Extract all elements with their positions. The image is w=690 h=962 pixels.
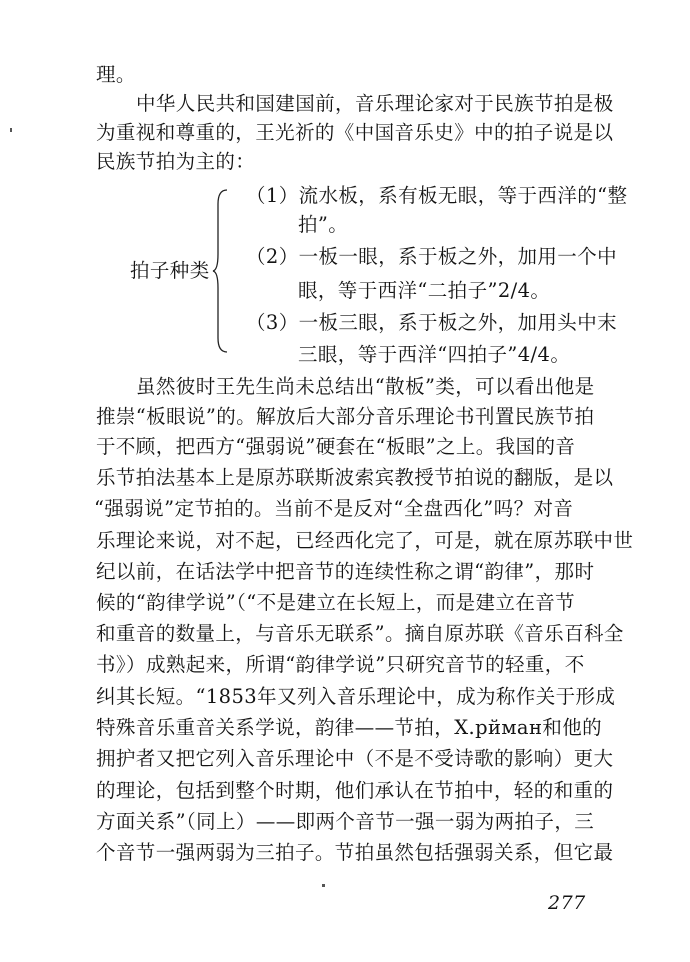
text-line: 个音节一强两弱为三拍子。节拍虽然包括强弱关系，但它最 [96,841,614,864]
text-line: 理。 [96,63,136,86]
text-line: 纠其长短。“1853年又列入音乐理论中，成为称作关于形成 [96,685,616,708]
text-line: 和重音的数量上，与音乐无联系”。摘自原苏联《音乐百科全 [96,622,624,645]
text-line: 方面关系”（同上）——即两个音节一强一弱为两拍子，三 [96,810,595,833]
classification-item: （1）流水板，系有板无眼，等于西洋的“整 [246,184,628,207]
text-line: 民族节拍为主的： [96,150,256,173]
text-line: 为重视和尊重的，王光祈的《中国音乐史》中的拍子说是以 [96,121,614,144]
scan-speck [10,128,12,132]
text-line: 的理论，包括到整个时期，他们承认在节拍中，轻的和重的 [96,779,614,802]
classification-item: 三眼，等于西洋“四拍子”4/4。 [298,343,571,366]
classification-item: （3）一板三眼，系于板之外，加用头中末 [246,311,618,334]
text-line: 虽然彼时王先生尚未总结出“散板”类，可以看出他是 [136,375,595,398]
text-line: 纪以前，在话法学中把音节的连续性称之谓“韵律”，那时 [96,560,595,583]
scan-speck [322,884,325,887]
classification-item: （2）一板一眼，系于板之外，加用一个中 [246,245,618,268]
text-line: 推崇“板眼说”的。解放后大部分音乐理论书刊置民族节拍 [96,405,595,428]
text-line: “强弱说”定节拍的。当前不是反对“全盘西化”吗？对音 [94,497,574,520]
text-line: 乐节拍法基本上是原苏联斯波索宾教授节拍说的翻版，是以 [96,466,614,489]
text-line: 候的“韵律学说”（“不是建立在长短上，而是建立在音节 [96,591,576,614]
text-line: 中华人民共和国建国前，音乐理论家对于民族节拍是极 [136,92,614,115]
text-line: 于不顾，把西方“强弱说”硬套在“板眼”之上。我国的音 [96,435,576,458]
page-number: 277 [548,892,586,914]
classification-item: 拍”。 [298,213,349,236]
curly-brace-icon [212,188,230,354]
classification-label: 拍子种类 [130,259,210,282]
text-line: 书》）成熟起来，所谓“韵律学说”只研究音节的轻重，不 [96,653,585,676]
text-line: 特殊音乐重音关系学说，韵律——节拍，Х.рйман和他的 [96,716,603,739]
text-line: 拥护者又把它列入音乐理论中（不是不受诗歌的影响）更大 [96,747,614,770]
classification-item: 眼，等于西洋“二拍子”2/4。 [298,279,551,302]
text-line: 乐理论来说，对不起，已经西化完了，可是，就在原苏联中世 [96,529,634,552]
